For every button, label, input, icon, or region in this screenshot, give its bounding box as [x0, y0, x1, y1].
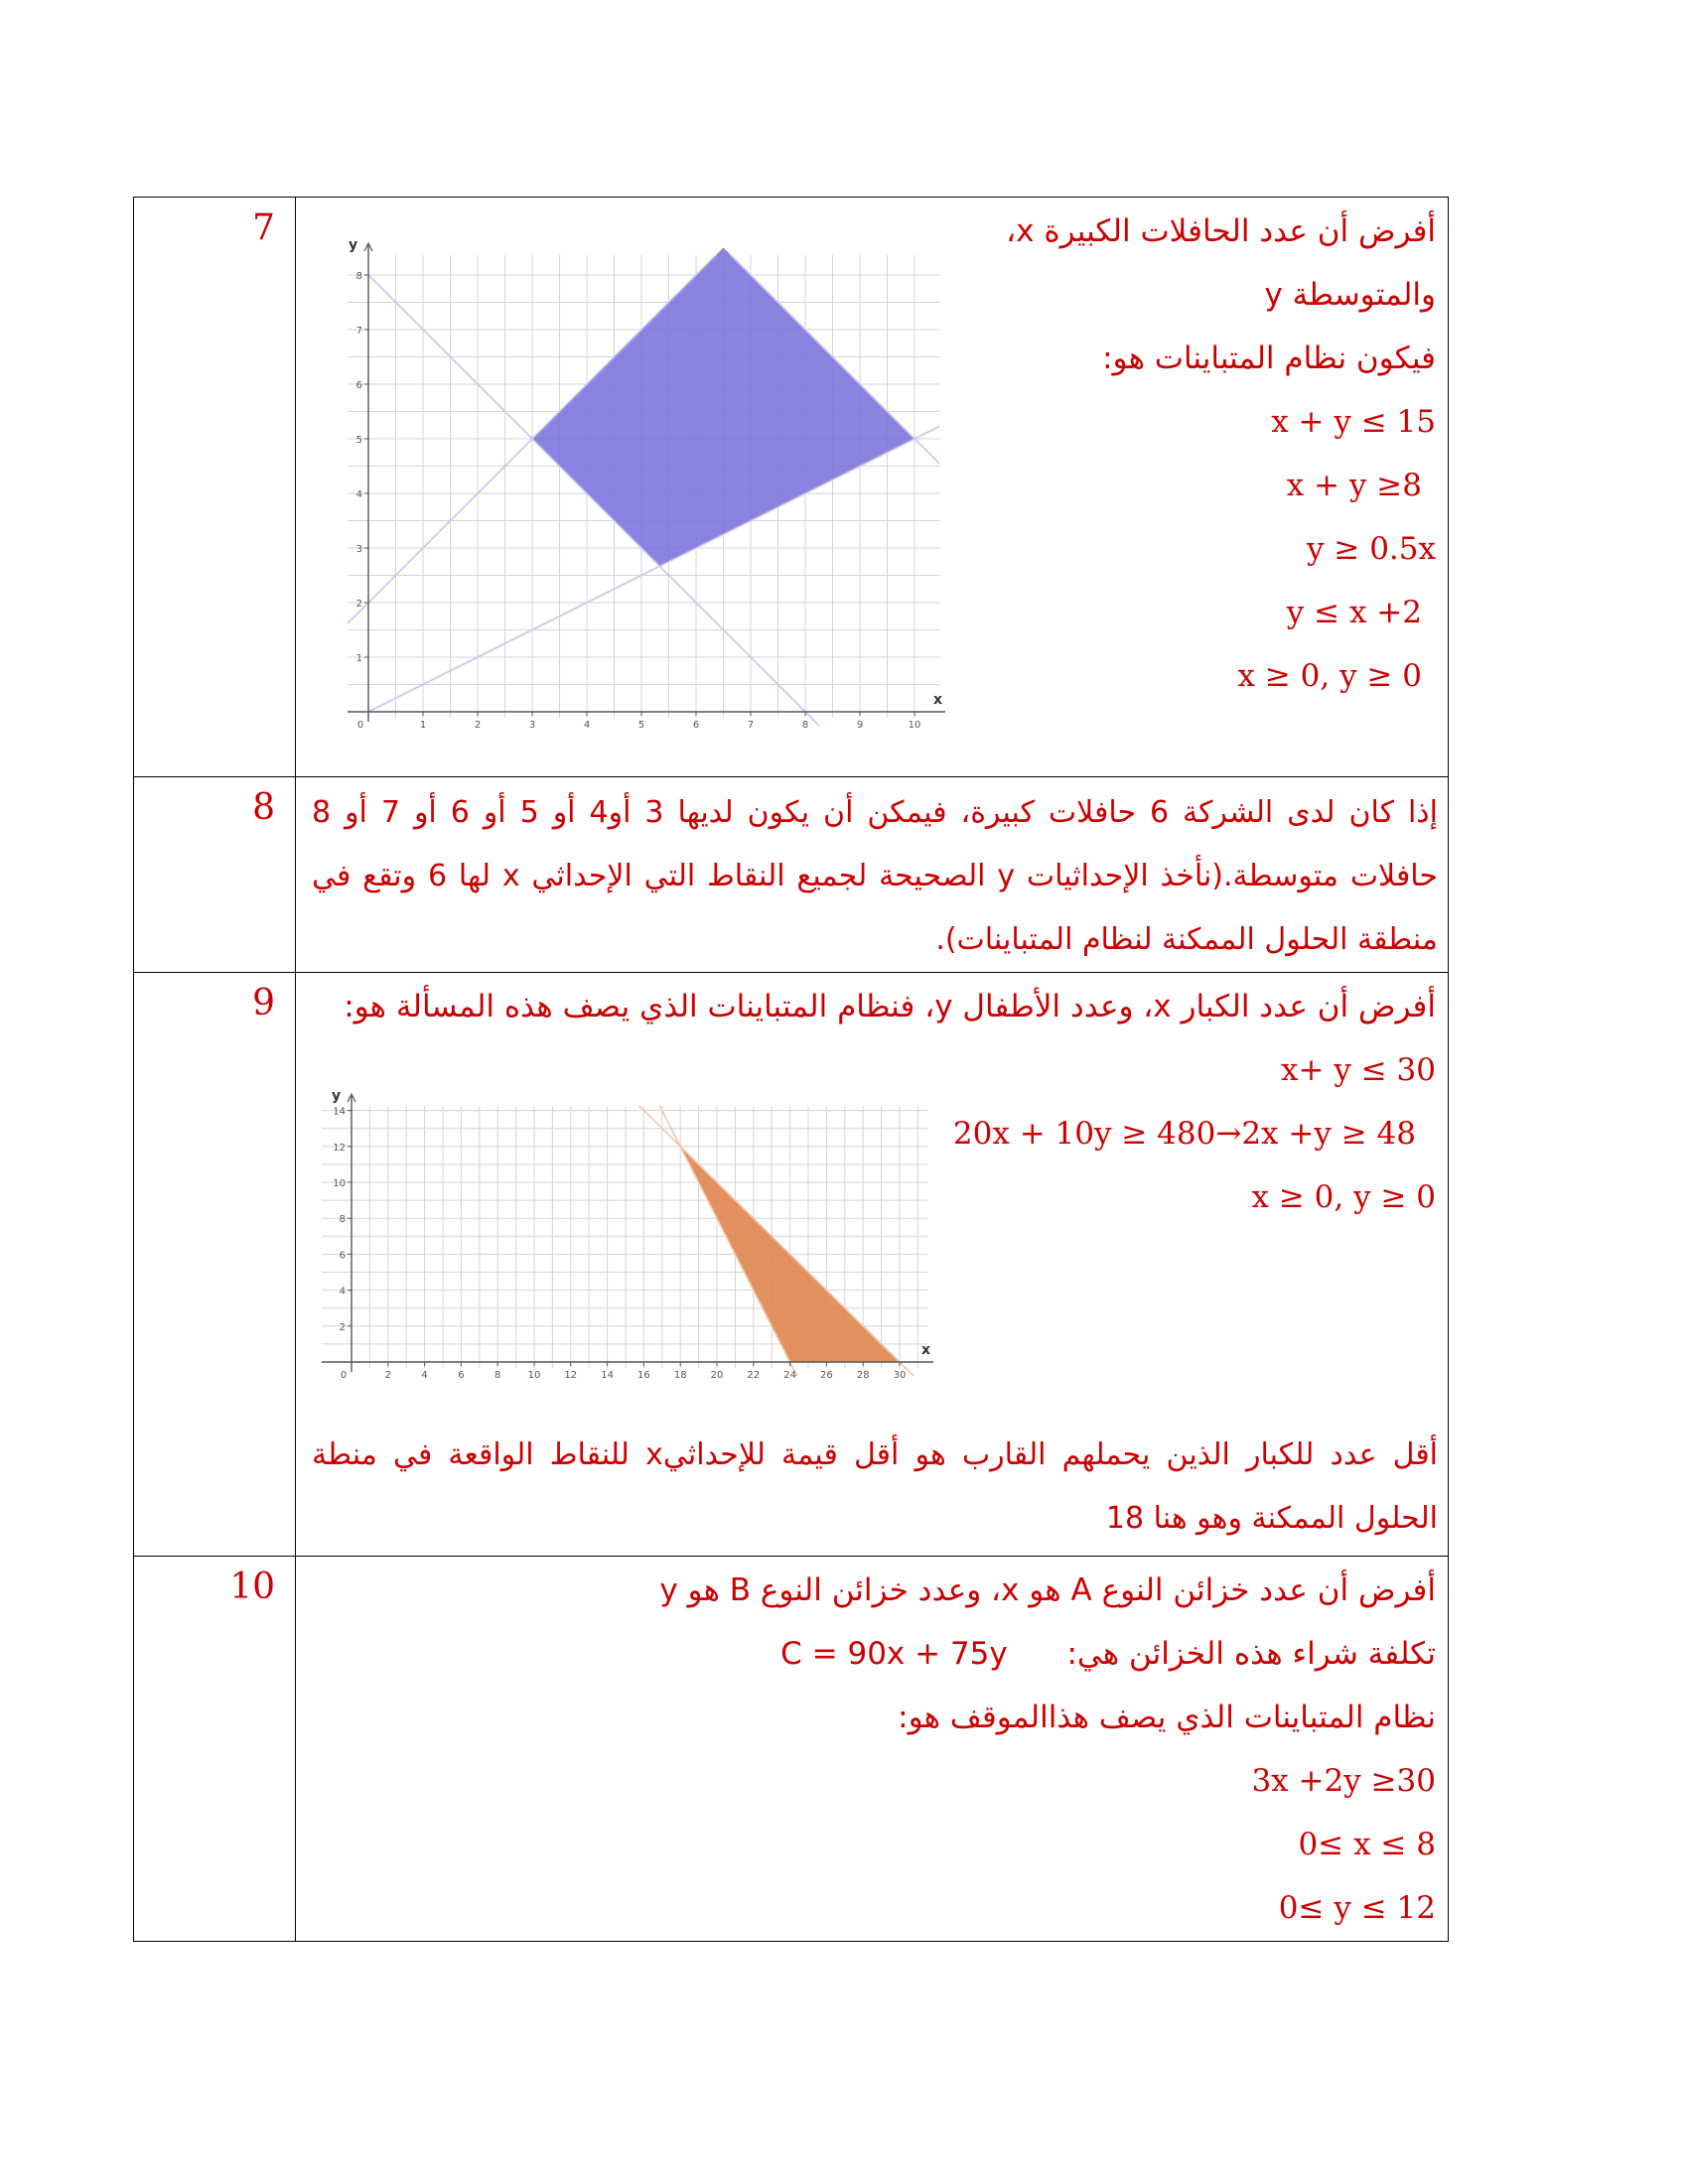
origin-label: 0 — [356, 720, 364, 731]
answers-table — [133, 197, 1449, 1942]
y-tick-label: 4 — [355, 489, 362, 500]
system-intro: فيكون نظام المتباينات هو: — [1102, 341, 1436, 376]
number-cell — [134, 198, 296, 777]
x-tick-label: 14 — [601, 1370, 614, 1381]
inequality: x + y ≥8 — [1286, 468, 1422, 503]
origin-label: 0 — [340, 1370, 348, 1381]
y-tick-label: 8 — [355, 271, 362, 282]
x-tick-label: 6 — [692, 720, 700, 731]
y-tick-label: 3 — [355, 544, 362, 555]
x-tick-label: 1 — [419, 720, 427, 731]
x-tick-label: 24 — [783, 1370, 796, 1381]
y-axis-label: y — [332, 1090, 342, 1104]
question-number: 8 — [252, 787, 275, 828]
answer-row-9 — [134, 973, 1449, 1557]
inequality: x + y ≤ 15 — [1271, 404, 1436, 440]
y-tick-label: 5 — [355, 435, 362, 446]
number-cell — [134, 973, 296, 1557]
x-tick-label: 2 — [474, 720, 482, 731]
x-tick-label: 26 — [820, 1370, 833, 1381]
y-tick-label: 1 — [355, 653, 362, 664]
x-tick-label: 30 — [893, 1370, 907, 1381]
inequality: x+ y ≤ 30 — [1281, 1052, 1436, 1088]
inequality: 0≤ y ≤ 12 — [1278, 1890, 1436, 1926]
cost-line — [780, 1622, 1436, 1686]
assumption-line: أفرض أن عدد خزائن النوع A هو x، وعدد خزائن النوع B هو y — [659, 1572, 1436, 1608]
y-tick-label: 6 — [339, 1250, 346, 1262]
y-tick-label: 2 — [355, 599, 362, 610]
answer-row-8 — [134, 777, 1449, 973]
x-tick-label: 18 — [673, 1370, 687, 1381]
x-tick-label: 6 — [458, 1370, 465, 1381]
inequality: 0≤ x ≤ 8 — [1298, 1827, 1436, 1862]
inequality: y ≥ 0.5x — [1307, 531, 1436, 567]
x-tick-label: 8 — [801, 720, 809, 731]
y-tick-label: 2 — [339, 1321, 346, 1333]
y-tick-label: 7 — [355, 326, 362, 337]
x-tick-label: 8 — [494, 1370, 501, 1381]
y-tick-label: 4 — [339, 1286, 346, 1297]
inequality: 20x + 10y ≥ 480→2x +y ≥ 48 — [952, 1116, 1416, 1152]
y-tick-label: 6 — [355, 380, 362, 391]
y-tick-label: 8 — [339, 1214, 346, 1226]
conclusion-paragraph: أقل عدد للكبار الذين يحملهم القارب هو أقل قيمة للإحداثيx للنقاط الواقعة في منطة الحلول الممكنة وهو هنا 18 — [312, 1437, 1438, 1536]
content-cell — [296, 198, 1449, 777]
row7-text — [1006, 200, 1436, 708]
x-tick-label: 5 — [637, 720, 645, 731]
number-cell — [134, 777, 296, 973]
y-tick-label: 12 — [333, 1142, 346, 1154]
assumption-line: أفرض أن عدد الحافلات الكبيرة x، — [1006, 213, 1436, 249]
x-tick-label: 10 — [908, 720, 921, 731]
answer-row-7 — [134, 198, 1449, 777]
x-tick-label: 28 — [856, 1370, 870, 1381]
assumption-line-2: والمتوسطة y — [1264, 277, 1436, 313]
content-cell — [296, 1557, 1449, 1942]
x-tick-label: 7 — [747, 720, 755, 731]
x-tick-label: 10 — [527, 1370, 541, 1381]
system-intro: نظام المتباينات الذي يصف هذاالموقف هو: — [898, 1700, 1436, 1735]
answers-sheet — [133, 197, 1449, 1942]
y-axis-label: y — [349, 237, 358, 253]
feasible-region — [532, 248, 914, 567]
x-axis-label: x — [933, 692, 943, 708]
feasible-region-graph-9 — [314, 1090, 939, 1408]
x-tick-label: 9 — [856, 720, 864, 731]
x-tick-label: 12 — [564, 1370, 578, 1381]
x-axis-label: x — [921, 1342, 931, 1358]
answer-paragraph: إذا كان لدى الشركة 6 حافلات كبيرة، فيمكن أن يكون لديها 3 أو4 أو 5 أو 6 أو 7 أو 8 حافلات متوسطة.(نأخذ الإحداثيات y الصحيحة لجميع النقاط التي الإحداثي x لها 6 وتقع في منطقة الحلول الممكنة لنظام المتباينات). — [312, 795, 1438, 957]
cost-label: تكلفة شراء هذه الخزائن هي: — [1066, 1636, 1436, 1672]
answer-row-10 — [134, 1557, 1449, 1942]
inequality: x ≥ 0, y ≥ 0 — [1251, 1179, 1436, 1215]
inequality: 3x +2y ≥30 — [1251, 1763, 1436, 1799]
content-cell — [296, 973, 1449, 1557]
x-tick-label: 3 — [528, 720, 536, 731]
assumption-line: أفرض أن عدد الكبار x، وعدد الأطفال y، فنظام المتباينات الذي يصف هذه المسألة هو: — [344, 989, 1436, 1024]
x-tick-label: 20 — [710, 1370, 724, 1381]
question-number: 10 — [229, 1567, 275, 1607]
y-tick-label: 14 — [333, 1106, 346, 1118]
x-tick-label: 22 — [747, 1370, 761, 1381]
x-tick-label: 4 — [583, 720, 591, 731]
inequality: x ≥ 0, y ≥ 0 — [1237, 658, 1422, 694]
question-number: 7 — [252, 207, 275, 248]
feasible-region-graph-7 — [336, 225, 961, 742]
cost-equation: C = 90x + 75y — [780, 1636, 1008, 1672]
x-tick-label: 2 — [384, 1370, 391, 1381]
inequality: y ≤ x +2 — [1286, 595, 1422, 630]
x-tick-label: 4 — [421, 1370, 428, 1381]
number-cell — [134, 1557, 296, 1942]
x-tick-label: 16 — [637, 1370, 650, 1381]
question-number: 9 — [252, 983, 275, 1024]
y-tick-label: 10 — [333, 1178, 346, 1189]
content-cell — [296, 777, 1449, 973]
